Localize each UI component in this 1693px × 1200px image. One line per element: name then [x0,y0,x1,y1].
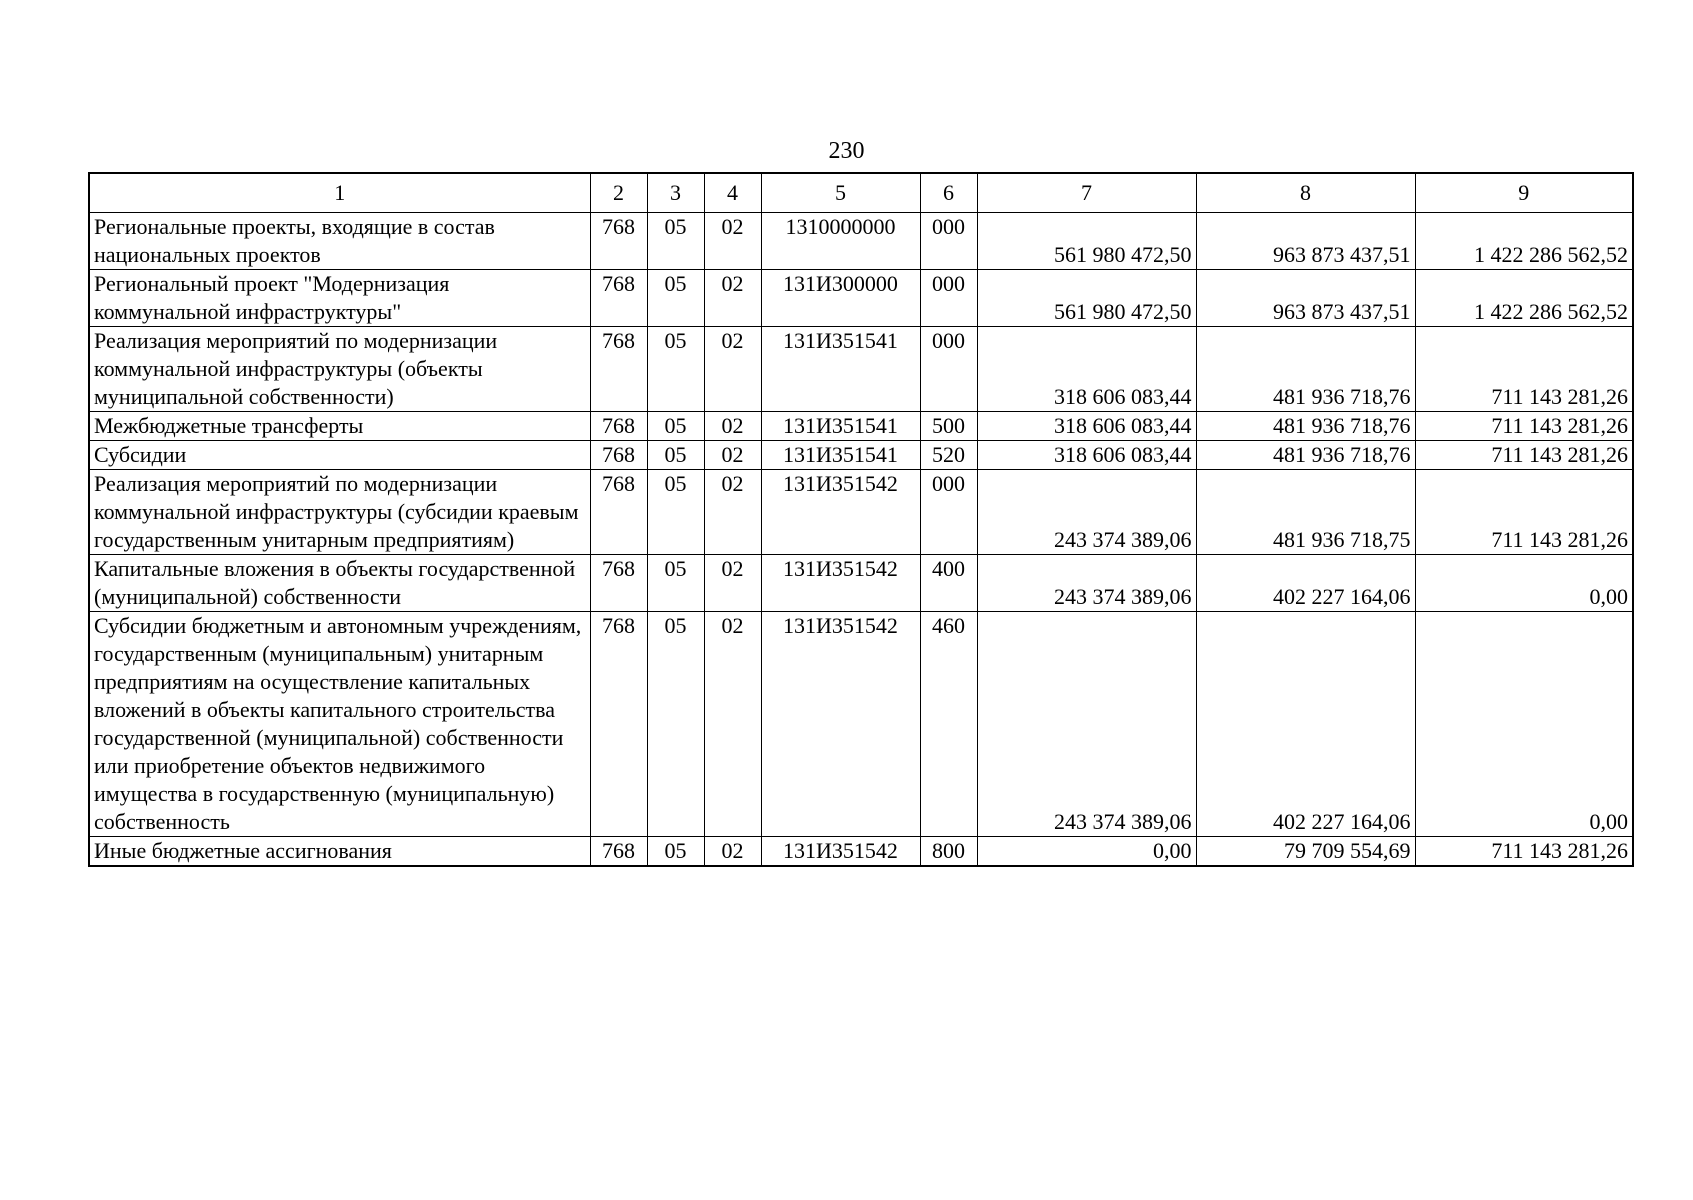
subsection-code: 02 [704,270,761,327]
table-row [89,441,1633,470]
amount-col-9: 0,00 [1415,555,1633,612]
section-code: 05 [647,412,704,441]
section-code: 05 [647,837,704,867]
item-name: Реализация мероприятий по модернизации коммунальной инфраструктуры (субсидии краевым государственным унитарным предприятиям) [89,470,590,555]
admin-code: 768 [590,270,647,327]
admin-code: 768 [590,327,647,412]
subsection-code: 02 [704,555,761,612]
amount-col-8: 963 873 437,51 [1196,270,1415,327]
amount-col-8: 481 936 718,76 [1196,327,1415,412]
expense-type-code: 460 [920,612,977,837]
item-name: Капитальные вложения в объекты государственной (муниципальной) собственности [89,555,590,612]
table-row [89,270,1633,327]
section-code: 05 [647,327,704,412]
column-header: 6 [920,173,977,213]
header-row [89,173,1633,213]
amount-col-7: 243 374 389,06 [977,555,1196,612]
item-name: Региональный проект "Модернизация коммунальной инфраструктуры" [89,270,590,327]
amount-col-9: 711 143 281,26 [1415,470,1633,555]
section-code: 05 [647,213,704,270]
budget-table [88,172,1634,867]
amount-col-8: 481 936 718,76 [1196,412,1415,441]
column-header: 4 [704,173,761,213]
amount-col-7: 243 374 389,06 [977,470,1196,555]
admin-code: 768 [590,412,647,441]
amount-col-8: 402 227 164,06 [1196,612,1415,837]
section-code: 05 [647,270,704,327]
expense-type-code: 800 [920,837,977,867]
admin-code: 768 [590,213,647,270]
item-name: Иные бюджетные ассигнования [89,837,590,867]
column-header: 9 [1415,173,1633,213]
page-number: 230 [828,138,865,164]
amount-col-9: 711 143 281,26 [1415,412,1633,441]
target-article-code: 1310000000 [761,213,920,270]
admin-code: 768 [590,612,647,837]
expense-type-code: 000 [920,470,977,555]
item-name: Межбюджетные трансферты [89,412,590,441]
item-name: Субсидии [89,441,590,470]
amount-col-8: 402 227 164,06 [1196,555,1415,612]
column-header: 1 [89,173,590,213]
target-article-code: 131И351541 [761,412,920,441]
subsection-code: 02 [704,612,761,837]
subsection-code: 02 [704,412,761,441]
section-code: 05 [647,470,704,555]
amount-col-7: 318 606 083,44 [977,441,1196,470]
amount-col-8: 481 936 718,76 [1196,441,1415,470]
column-header: 3 [647,173,704,213]
table-row [89,327,1633,412]
target-article-code: 131И351541 [761,441,920,470]
item-name: Реализация мероприятий по модернизации коммунальной инфраструктуры (объекты муниципальной собственности) [89,327,590,412]
section-code: 05 [647,555,704,612]
table-body [89,213,1633,867]
target-article-code: 131И351542 [761,470,920,555]
table-header [89,173,1633,213]
subsection-code: 02 [704,441,761,470]
subsection-code: 02 [704,213,761,270]
amount-col-7: 243 374 389,06 [977,612,1196,837]
amount-col-7: 318 606 083,44 [977,412,1196,441]
amount-col-8: 79 709 554,69 [1196,837,1415,867]
amount-col-9: 0,00 [1415,612,1633,837]
amount-col-9: 1 422 286 562,52 [1415,213,1633,270]
target-article-code: 131И300000 [761,270,920,327]
expense-type-code: 000 [920,327,977,412]
table-row [89,412,1633,441]
amount-col-7: 561 980 472,50 [977,213,1196,270]
section-code: 05 [647,612,704,837]
admin-code: 768 [590,837,647,867]
column-header: 8 [1196,173,1415,213]
table-row [89,837,1633,867]
amount-col-7: 318 606 083,44 [977,327,1196,412]
target-article-code: 131И351542 [761,837,920,867]
expense-type-code: 000 [920,270,977,327]
amount-col-9: 711 143 281,26 [1415,837,1633,867]
expense-type-code: 500 [920,412,977,441]
amount-col-9: 711 143 281,26 [1415,441,1633,470]
column-header: 2 [590,173,647,213]
column-header: 5 [761,173,920,213]
expense-type-code: 520 [920,441,977,470]
section-code: 05 [647,441,704,470]
subsection-code: 02 [704,470,761,555]
target-article-code: 131И351542 [761,555,920,612]
expense-type-code: 400 [920,555,977,612]
target-article-code: 131И351542 [761,612,920,837]
amount-col-9: 711 143 281,26 [1415,327,1633,412]
admin-code: 768 [590,555,647,612]
column-header: 7 [977,173,1196,213]
amount-col-8: 481 936 718,75 [1196,470,1415,555]
amount-col-7: 0,00 [977,837,1196,867]
table-row [89,555,1633,612]
subsection-code: 02 [704,327,761,412]
item-name: Субсидии бюджетным и автономным учреждениям, государственным (муниципальным) унитарным предприятиям на осуществление капитальных вложений в объекты капитального строительства государственной (муниципальной) собственности или приобретение объектов недвижимого имущества в государственную (муниципальную) собственность [89,612,590,837]
table-row [89,612,1633,837]
subsection-code: 02 [704,837,761,867]
amount-col-8: 963 873 437,51 [1196,213,1415,270]
admin-code: 768 [590,470,647,555]
table-row [89,470,1633,555]
amount-col-9: 1 422 286 562,52 [1415,270,1633,327]
item-name: Региональные проекты, входящие в состав национальных проектов [89,213,590,270]
expense-type-code: 000 [920,213,977,270]
target-article-code: 131И351541 [761,327,920,412]
amount-col-7: 561 980 472,50 [977,270,1196,327]
table-row [89,213,1633,270]
admin-code: 768 [590,441,647,470]
